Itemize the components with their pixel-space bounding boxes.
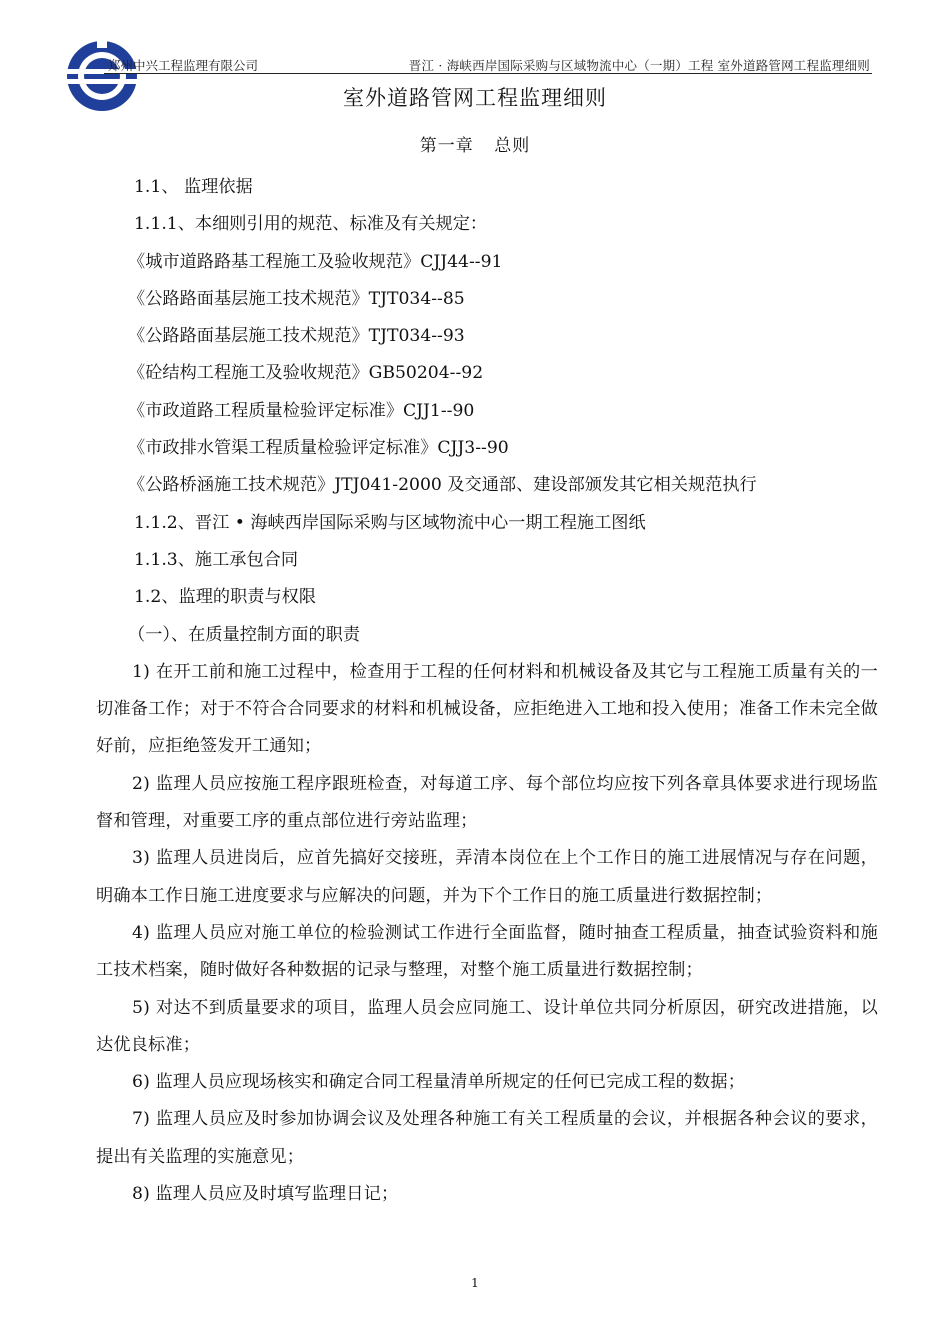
document-title: 室外道路管网工程监理细则: [343, 86, 607, 110]
duty-item: 4) 监理人员应对施工单位的检验测试工作进行全面监督，随时抽查工程质量，抽查试验资料和施工技术档案，随时做好各种数据的记录与整理，对整个施工质量进行数据控制；: [96, 922, 878, 981]
document-body: [96, 169, 878, 1213]
citation: 《砼结构工程施工及验收规范》GB50204--92: [128, 363, 484, 384]
duty-item: 3) 监理人员进岗后，应首先搞好交接班，弄清本岗位在上个工作日的施工进展情况与存在问题，明确本工作日施工进度要求与应解决的问题，并为下个工作日的施工质量进行数据控制；: [96, 848, 878, 906]
duty-item: 7) 监理人员应及时参加协调会议及处理各种施工有关工程质量的会议，并根据各种会议的要求，提出有关监理的实施意见；: [96, 1109, 878, 1167]
section-1-2: 1.2、监理的职责与权限: [134, 587, 317, 608]
page-number: 1: [471, 1276, 479, 1290]
subsection-quality-control: （一）、在质量控制方面的职责: [128, 624, 361, 645]
citation: 《公路路面基层施工技术规范》TJT034--85: [128, 288, 465, 309]
duty-item: 6) 监理人员应现场核实和确定合同工程量清单所规定的任何已完成工程的数据；: [132, 1072, 746, 1093]
section-1-1-1: 1.1.1、本细则引用的规范、标准及有关规定：: [134, 214, 488, 235]
citation: 《市政排水管渠工程质量检验评定标准》CJJ3--90: [128, 438, 509, 459]
section-1-1: 1.1、 监理依据: [134, 177, 253, 197]
duty-item: 5) 对达不到质量要求的项目，监理人员会应同施工、设计单位共同分析原因，研究改进措施，以达优良标准；: [96, 997, 878, 1055]
header-divider: [104, 73, 872, 74]
duty-item: 8) 监理人员应及时填写监理日记；: [132, 1184, 399, 1205]
citation: 《公路路面基层施工技术规范》TJT034--93: [128, 326, 465, 347]
section-1-1-3: 1.1.3、施工承包合同: [134, 549, 299, 570]
citation: 《城市道路路基工程施工及验收规范》CJJ44--91: [128, 251, 503, 272]
chapter-heading: 第一章 总则: [419, 136, 531, 156]
duty-item: 1) 在开工前和施工过程中，检查用于工程的任何材料和机械设备及其它与工程施工质量有关的一切准备工作；对于不符合合同要求的材料和机械设备，应拒绝进入工地和投入使用；准备工作未完全做好前，应拒绝签发开工通知；: [96, 661, 878, 757]
header-company: 郑州中兴工程监理有限公司: [108, 58, 259, 73]
duty-item: 2) 监理人员应按施工程序跟班检查，对每道工序、每个部位均应按下列各章具体要求进行现场监督和管理，对重要工序的重点部位进行旁站监理；: [96, 773, 878, 832]
section-1-1-2: 1.1.2、晋江 • 海峡西岸国际采购与区域物流中心一期工程施工图纸: [134, 512, 646, 533]
header-project-doc: 晋江 · 海峡西岸国际采购与区域物流中心（一期）工程 室外道路管网工程监理细则: [408, 58, 870, 73]
citation: 《公路桥涵施工技术规范》JTJ041-2000 及交通部、建设部颁发其它相关规范执行: [128, 475, 757, 496]
citation: 《市政道路工程质量检验评定标准》CJJ1--90: [128, 400, 475, 421]
